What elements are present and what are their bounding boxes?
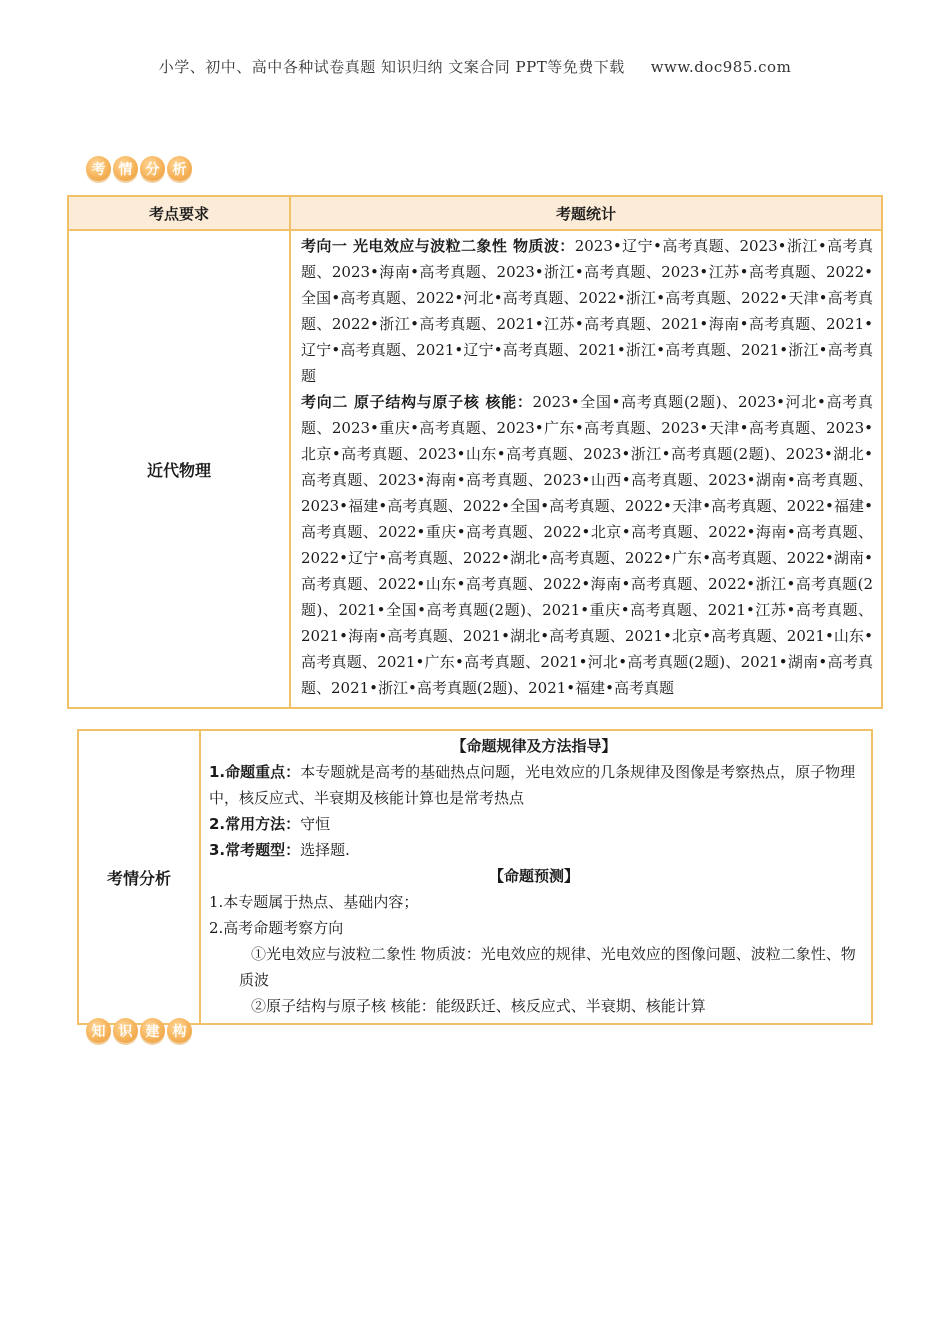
prediction-title: 【命题预测】	[488, 867, 579, 885]
badge-char: 析	[167, 156, 192, 181]
prediction-subitem-2: ②原子结构与原子核 核能：能级跃迁、核反应式、半衰期、核能计算	[251, 997, 706, 1015]
focus-paragraph	[209, 759, 859, 811]
exam-statistics-table	[67, 195, 883, 709]
section-badge-analysis	[86, 156, 192, 181]
col-header-statistics: 考题统计	[290, 196, 882, 230]
guidance-title: 【命题规律及方法指导】	[451, 737, 617, 755]
analysis-label-cell: 考情分析	[78, 730, 200, 1024]
direction-2-text: 2023•全国•高考真题(2题)、2023•河北•高考真题、2023•重庆•高考真题、2023•广东•高考真题、2023•天津•高考真题、2023•北京•高考真题、2023•山东•高考真题、2023•浙江•高考真题(2题)、2023•湖北•高考真题、2023•海南•高考真题、2023•山西•高考真题、2023•湖南•高考真题、2023•福建•高考真题、2022•全国•高考真题、2022•天津•高考真题、2022•福建•高考真题、2022•重庆•高考真题、2022•北京•高考真题、2022•海南•高考真题、2022•辽宁•高考真题、2022•湖北•高考真题、2022•广东•高考真题、2022•湖南•高考真题、2022•山东•高考真题、2022•海南•高考真题、2022•浙江•高考真题(2题)、2021•全国•高考真题(2题)、2021•重庆•高考真题、2021•江苏•高考真题、2021•海南•高考真题、2021•湖北•高考真题、2021•北京•高考真题、2021•山东•高考真题、2021•广东•高考真题、2021•河北•高考真题(2题)、2021•湖南•高考真题、2021•浙江•高考真题(2题)、2021•福建•高考真题	[301, 393, 873, 697]
type-label: 3.常考题型：	[209, 841, 301, 859]
direction-1	[301, 233, 873, 389]
statistics-cell	[290, 230, 882, 708]
badge-char: 情	[113, 156, 138, 181]
badge-char: 识	[113, 1018, 138, 1043]
focus-label: 1.命题重点：	[209, 763, 301, 781]
table-header-row	[68, 196, 882, 230]
direction-1-label: 考向一 光电效应与波粒二象性 物质波：	[301, 237, 575, 255]
header-text: 小学、初中、高中各种试卷真题 知识归纳 文案合同 PPT等免费下载	[158, 58, 625, 76]
focus-text: 本专题就是高考的基础热点问题，光电效应的几条规律及图像是考察热点，原子物理中，核反应式、半衰期及核能计算也是常考热点	[209, 763, 856, 807]
badge-char: 知	[86, 1018, 111, 1043]
direction-1-text: 2023•辽宁•高考真题、2023•浙江•高考真题、2023•海南•高考真题、2023•浙江•高考真题、2023•江苏•高考真题、2022•全国•高考真题、2022•河北•高考真题、2022•浙江•高考真题、2022•天津•高考真题、2022•浙江•高考真题、2021•江苏•高考真题、2021•海南•高考真题、2021•辽宁•高考真题、2021•辽宁•高考真题、2021•浙江•高考真题、2021•浙江•高考真题	[301, 237, 873, 385]
analysis-content-cell	[200, 730, 872, 1024]
analysis-table	[77, 729, 873, 1025]
method-text: 守恒	[300, 815, 331, 833]
prediction-item-2: 2.高考命题考察方向	[209, 919, 344, 937]
badge-char: 考	[86, 156, 111, 181]
prediction-item-1: 1.本专题属于热点、基础内容；	[209, 893, 419, 911]
direction-2-label: 考向二 原子结构与原子核 核能：	[301, 393, 533, 411]
type-paragraph	[209, 837, 859, 863]
table-row	[68, 230, 882, 708]
table-row	[78, 730, 872, 1024]
header-url[interactable]: www.doc985.com	[650, 58, 792, 76]
badge-char: 建	[140, 1018, 165, 1043]
topic-cell: 近代物理	[68, 230, 290, 708]
direction-2	[301, 389, 873, 701]
badge-char: 构	[167, 1018, 192, 1043]
badge-char: 分	[140, 156, 165, 181]
col-header-requirement: 考点要求	[68, 196, 290, 230]
prediction-subitem-1: ①光电效应与波粒二象性 物质波：光电效应的规律、光电效应的图像问题、波粒二象性、物质波	[239, 945, 856, 989]
type-text: 选择题.	[300, 841, 350, 859]
method-paragraph	[209, 811, 859, 837]
method-label: 2.常用方法：	[209, 815, 301, 833]
section-badge-knowledge	[86, 1018, 192, 1043]
page-header	[0, 56, 950, 77]
